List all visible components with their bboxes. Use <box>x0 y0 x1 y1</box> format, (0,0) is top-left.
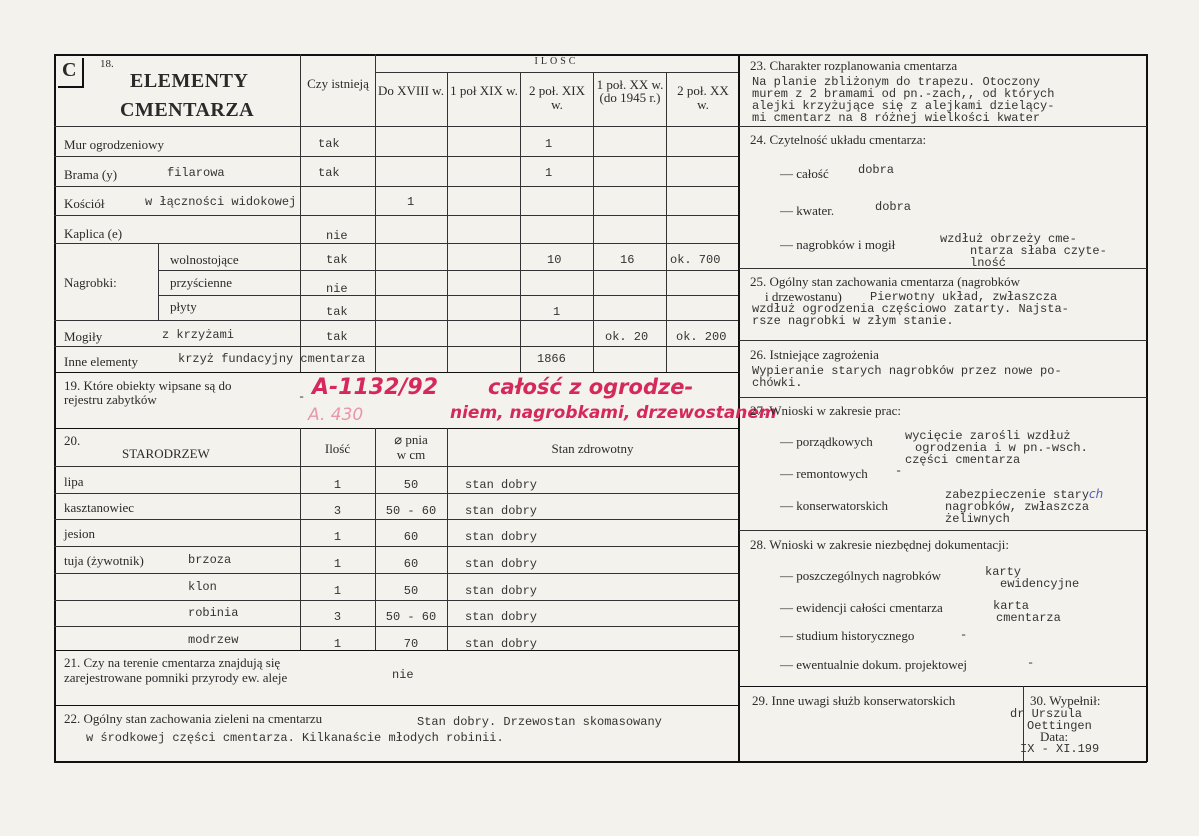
row-rule <box>54 156 738 157</box>
row-exists-brama: tak <box>318 166 340 180</box>
nagrobki-exists-1: tak <box>326 253 348 267</box>
tree-diameter: 50 <box>403 478 419 492</box>
col-rule-6 <box>666 72 667 372</box>
q26-text-2: chówki. <box>752 376 803 390</box>
row-detail-brama: filarowa <box>167 166 225 180</box>
tree-col-rule <box>447 428 448 650</box>
row-value-brama: 1 <box>545 166 553 180</box>
tree-diameter: 60 <box>403 530 419 544</box>
period-header-2: 1 poł XIX w. <box>450 83 518 98</box>
tree-count: 1 <box>333 637 342 651</box>
frame-left <box>54 54 56 762</box>
q28-ewid-value <box>993 600 1061 624</box>
nagrobki-rule <box>158 243 159 320</box>
tree-extra: robinia <box>188 606 239 620</box>
q28-line: karty <box>985 565 1022 579</box>
tree-state: stan dobry <box>465 478 538 492</box>
row-label-kosciol: Kościół <box>64 196 105 211</box>
row-label-mur: Mur ogrodzeniowy <box>64 137 165 152</box>
nagrobki-exists-3: tak <box>326 305 348 319</box>
row-rule <box>54 346 738 347</box>
q28-label: 28. Wnioski w zakresie niezbędnej dokumentacji: <box>750 537 1009 552</box>
row-rule <box>54 600 738 601</box>
q30-name-1: dr Urszula <box>1010 707 1083 721</box>
q28-ewent-value: - <box>1027 656 1035 670</box>
q27-line: żeliwnych <box>945 512 1010 526</box>
q19-register-number: A-1132/92 <box>312 375 439 400</box>
q21-answer: nie <box>392 668 414 682</box>
q28-line: karta <box>993 599 1030 613</box>
q27-line: wycięcie zarośli wzdłuż <box>905 429 1071 443</box>
nagrobki-type-1: wolnostojące <box>170 252 239 267</box>
row-label-kaplica: Kaplica (e) <box>64 226 123 241</box>
col-rule-1 <box>300 54 301 372</box>
q19-hand-line2: niem, nagrobkami, drzewostanem <box>450 403 777 423</box>
tree-state: stan dobry <box>465 530 538 544</box>
q26-text-1: Wypieranie starych nagrobków przez nowe po- <box>752 364 1062 378</box>
q22-answer-1: Stan dobry. Drzewostan skomasowany <box>417 715 662 729</box>
row-label-brama: Brama (y) <box>64 167 118 182</box>
col-rule-5 <box>593 72 594 372</box>
q27-line: nagrobków, zwłaszcza <box>945 500 1090 514</box>
q28-stud-value: - <box>960 628 968 642</box>
mogily-exists: tak <box>326 330 348 344</box>
q28-stud-label: — studium historycznego <box>780 628 915 643</box>
tree-name: kasztanowiec <box>64 500 135 515</box>
tree-diameter: 60 <box>403 557 419 571</box>
q24-line: wzdłuż obrzeży cme- <box>940 232 1077 246</box>
tree-count: 3 <box>333 610 342 624</box>
q23-text <box>752 76 1054 124</box>
q28-poszcz-label: — poszczególnych nagrobków <box>780 568 942 583</box>
row-rule <box>54 493 738 494</box>
q20-col-dia-1: ⌀ pnia <box>394 432 428 447</box>
right-rule <box>739 340 1147 341</box>
period-header-1: Do XVIII w. <box>378 83 444 98</box>
tree-state: stan dobry <box>465 637 538 651</box>
right-rule <box>739 530 1147 531</box>
q24-calosc-value: dobra <box>858 163 895 177</box>
nagrobki-type-3: płyty <box>170 299 197 314</box>
nagrobki-c4-1: 16 <box>620 253 635 267</box>
row-exists-kaplica: nie <box>326 229 348 243</box>
q20-col-count: Ilość <box>324 441 351 456</box>
tree-state: stan dobry <box>465 584 538 598</box>
tree-count: 1 <box>333 584 342 598</box>
nagrobki-c5-1: ok. 700 <box>670 253 721 267</box>
q30-name-2: Oettingen <box>1027 719 1092 733</box>
q27-label: 27. Wnioski w zakresie prac: <box>750 403 902 418</box>
q25-label-2: i drzewostanu) <box>765 289 842 304</box>
col-rule-4 <box>520 72 521 372</box>
right-rule <box>739 686 1147 687</box>
q19-hand-line1: całość z ogrodze- <box>488 375 694 399</box>
tree-count: 1 <box>333 478 342 492</box>
q28-poszcz-value <box>985 566 1079 590</box>
q30-label: 30. Wypełnił: <box>1030 693 1101 708</box>
q24-line: lność <box>970 256 1007 270</box>
q23-line: murem z 2 bramami od pn.-zach,, od których <box>752 87 1055 101</box>
q27-konserw-label: — konserwatorskich <box>780 498 888 513</box>
mogily-detail: z krzyżami <box>162 328 235 342</box>
row-rule <box>158 270 738 271</box>
tree-state: stan dobry <box>465 504 538 518</box>
q20-number: 20. <box>64 433 81 448</box>
right-rule <box>739 126 1147 127</box>
q28-line: cmentarza <box>996 611 1061 625</box>
row-rule <box>54 546 738 547</box>
inne-label: Inne elementy <box>64 354 138 369</box>
q27-remont-label: — remontowych <box>780 466 868 481</box>
q23-line: alejki krzyżujące się z alejkami dzielący- <box>752 99 1055 113</box>
q22-label: 22. Ogólny stan zachowania zieleni na cmentarzu <box>64 711 323 726</box>
q21-line1: 21. Czy na terenie cmentarza znajdują się <box>64 655 281 670</box>
tree-diameter: 50 - 60 <box>385 610 437 624</box>
ilosc-header: ILOŚĆ <box>534 56 579 67</box>
row-value-mur: 1 <box>545 137 553 151</box>
q27-line: ogrodzenia i w pn.-wsch. <box>915 441 1088 455</box>
q27-konserw-value <box>945 488 1103 525</box>
section-title-line1: ELEMENTY <box>130 70 249 92</box>
tree-count: 1 <box>333 557 342 571</box>
tree-count: 3 <box>333 504 342 518</box>
nagrobki-c3-3: 1 <box>553 305 561 319</box>
q24-calosc-label: — całość <box>780 166 829 181</box>
q29-label: 29. Inne uwagi służb konserwatorskich <box>752 693 956 708</box>
section-letter: C <box>62 59 77 81</box>
tree-extra: brzoza <box>188 553 232 567</box>
q23-label: 23. Charakter rozplanowania cmentarza <box>750 58 958 73</box>
tree-state: stan dobry <box>465 557 538 571</box>
q24-nagrobkow-label: — nagrobków i mogił <box>780 237 896 252</box>
q23-line: Na planie zbliżonym do trapezu. Otoczony <box>752 75 1041 89</box>
q20-title: STARODRZEW <box>122 446 210 461</box>
nagrobki-type-2: przyścienne <box>170 275 233 290</box>
nagrobki-c3-1: 10 <box>547 253 562 267</box>
q20-col-state: Stan zdrowotny <box>551 441 634 456</box>
q28-line: ewidencyjne <box>1000 577 1080 591</box>
section-title-line2: CMENTARZA <box>120 99 255 121</box>
q23-line: mi cmentarz na 8 różnej wielkości kwater <box>752 111 1041 125</box>
mogily-label: Mogiły <box>64 329 103 344</box>
q27-porz-label: — porządkowych <box>780 434 873 449</box>
tree-name: lipa <box>64 474 84 489</box>
inne-detail: krzyż fundacyjny cmentarza <box>178 352 366 366</box>
row-rule <box>158 295 738 296</box>
q20-col-dia-2: w cm <box>396 447 426 462</box>
section-number: 18. <box>100 58 114 70</box>
q19-old-number: A. 430 <box>308 405 364 425</box>
header-bottom-rule <box>54 126 738 127</box>
row-rule <box>54 320 738 321</box>
tree-diameter: 50 - 60 <box>385 504 437 518</box>
row-rule <box>54 573 738 574</box>
frame-bottom <box>54 761 1147 763</box>
q19-label-2: rejestru zabytków <box>64 392 157 407</box>
q27-konserw-line-1: zabezpieczenie stary <box>945 488 1090 502</box>
tree-diameter: 50 <box>403 584 419 598</box>
ilosc-rule <box>375 72 738 73</box>
q27-handwritten-ch: ch <box>1089 487 1104 501</box>
q24-line: ntarza słaba czyte- <box>970 244 1107 258</box>
q25-text-1: Pierwotny układ, zwłaszcza <box>870 290 1058 304</box>
q27-porz-value <box>905 430 1088 466</box>
nagrobki-label: Nagrobki: <box>64 275 117 290</box>
mogily-c5: ok. 200 <box>676 330 727 344</box>
frame-right <box>1146 54 1148 762</box>
period-header-4: 1 poł. XX w. (do 1945 r.) <box>596 77 664 105</box>
col-rule-2 <box>375 54 376 372</box>
tree-diameter: 70 <box>403 637 419 651</box>
period-header-5: 2 poł. XX w. <box>677 83 729 112</box>
tree-extra: klon <box>188 580 217 594</box>
q21-line2: zarejestrowane pomniki przyrody ew. aleje <box>64 670 288 685</box>
q28-ewent-label: — ewentualnie dokum. projektowej <box>780 657 968 672</box>
q25-text-3: rsze nagrobki w złym stanie. <box>752 314 954 328</box>
tree-name: tuja (żywotnik) <box>64 553 144 568</box>
q27-remont-value: - <box>895 464 903 478</box>
exists-header: Czy istnieją <box>307 76 369 91</box>
q25-text-2: wzdłuż ogrodzenia częściowo zatarty. Najsta- <box>752 302 1069 316</box>
tree-count: 1 <box>333 530 342 544</box>
row-rule <box>54 186 738 187</box>
q26-label: 26. Istniejące zagrożenia <box>750 347 879 362</box>
q22-answer-2: w środkowej części cmentarza. Kilkanaście młodych robinii. <box>86 731 504 745</box>
period-header-3: 2 poł. XIX w. <box>529 83 585 112</box>
row-rule <box>54 243 738 244</box>
q19-label-1: 19. Które obiekty wipsane są do <box>64 378 232 393</box>
q24-kwater-label: — kwater. <box>780 203 835 218</box>
section-box <box>58 58 84 88</box>
row-rule <box>54 428 738 429</box>
q30-date-label: Data: <box>1040 729 1069 744</box>
q24-label: 24. Czytelność układu cmentarza: <box>750 132 927 147</box>
tree-extra: modrzew <box>188 633 239 647</box>
right-rule <box>739 397 1147 398</box>
row-rule <box>54 519 738 520</box>
tree-state: stan dobry <box>465 610 538 624</box>
nagrobki-exists-2: nie <box>326 282 348 296</box>
q25-label-1: 25. Ogólny stan zachowania cmentarza (nagrobków <box>750 274 1021 289</box>
row-rule <box>54 215 738 216</box>
row-detail-kosciol: w łączności widokowej <box>145 195 297 209</box>
q27-line: części cmentarza <box>905 453 1021 467</box>
row-value-kosciol: 1 <box>407 195 415 209</box>
inne-c3: 1866 <box>537 352 566 366</box>
col-rule-3 <box>447 72 448 372</box>
q24-nagrobkow-value <box>940 233 1107 269</box>
q30-date: IX - XI.199 <box>1020 742 1100 756</box>
row-exists-mur: tak <box>318 137 340 151</box>
tree-name: jesion <box>64 526 96 541</box>
row-rule <box>54 626 738 627</box>
q24-kwater-value: dobra <box>875 200 912 214</box>
mogily-c4: ok. 20 <box>605 330 649 344</box>
row-rule <box>54 705 738 706</box>
row-rule <box>54 372 738 373</box>
row-rule <box>54 466 738 467</box>
q19-dash: - <box>298 390 306 404</box>
q28-ewid-label: — ewidencji całości cmentarza <box>780 600 943 615</box>
